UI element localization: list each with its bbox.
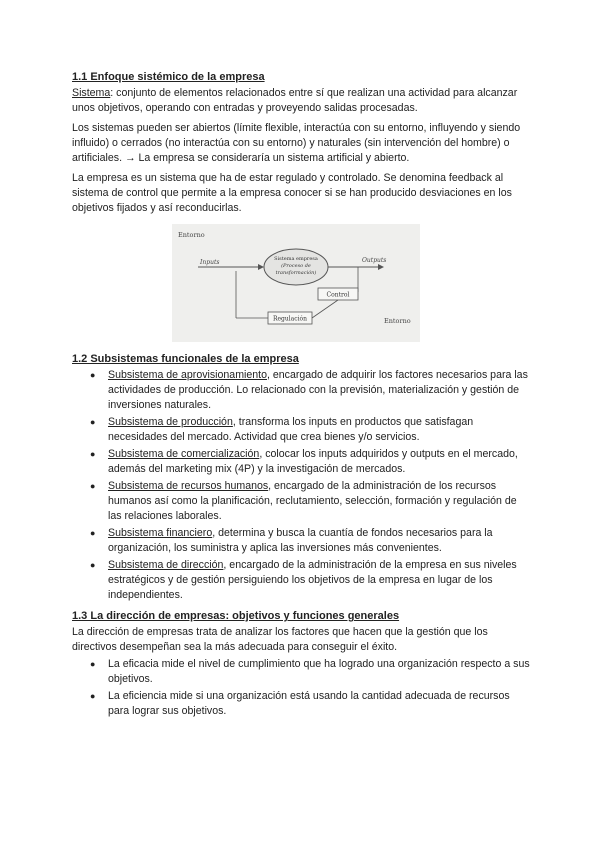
subsystems-list [72, 368, 532, 603]
document-page [72, 70, 532, 725]
subsystem-term: Subsistema de dirección [108, 559, 224, 571]
list-item [108, 415, 532, 445]
system-term: Sistema [72, 87, 111, 99]
subsystem-text: , encargado de la administración de la empresa en sus niveles estratégicos y de gestión persiguiendo los objetivos de la empresa en lugar de los independientes. [108, 559, 517, 601]
subsystem-term: Subsistema financiero [108, 527, 213, 539]
subsystem-term: Subsistema de comercialización [108, 448, 260, 460]
diagram-regulation-label: Regulación [272, 315, 308, 323]
diagram-center-line1: Sistema empresa [274, 256, 318, 262]
section-2-title: 1.2 Subsistemas funcionales de la empresa [72, 353, 299, 365]
diagram-control-label: Control [326, 291, 350, 299]
subsystem-text: , encargado de adquirir los factores necesarios para las actividades de producción. Lo relacionado con la previsión, materialización y gestión de inversiones naturales. [108, 369, 528, 411]
list-item [108, 558, 532, 603]
system-diagram-svg [172, 224, 420, 342]
list-item [108, 526, 532, 556]
list-item: ● La eficacia mide el nivel de cumplimiento que ha logrado una organización respecto a sus objetivos. [108, 657, 532, 687]
diagram-entorno-bottom: Entorno [384, 317, 411, 325]
system-definition [72, 86, 532, 116]
subsystem-term: Subsistema de aprovisionamiento [108, 369, 267, 381]
diagram-inputs-label: Inputs [200, 259, 220, 266]
subsystem-text: , colocar los inputs adquiridos y outputs en el mercado, además del marketing mix (4P) y la investigación de mercados. [108, 448, 518, 475]
list-item [108, 479, 532, 524]
subsystem-term: Subsistema de recursos humanos [108, 480, 269, 492]
diagram-entorno-top: Entorno [178, 231, 205, 239]
system-definition-text: : conjunto de elementos relacionados entre sí que realizan una actividad para alcanzar unos objetivos, operando con entradas y proveyendo salidas procesadas. [72, 87, 518, 114]
diagram-center-line3: transformación) [275, 270, 317, 276]
list-item [108, 447, 532, 477]
diagram-outputs-label: Outputs [362, 257, 387, 264]
subsystem-text: , transforma los inputs en productos que satisfagan necesidades del mercado. Actividad que crea bienes y/o servicios. [108, 416, 474, 443]
list-item: ● La eficiencia mide si una organización está usando la cantidad adecuada de recursos para lograr sus objetivos. [108, 689, 532, 719]
management-intro: La dirección de empresas trata de analizar los factores que hacen que la gestión que los directivos desempeñan sea la más adecuada para conseguir el éxito. [72, 626, 488, 653]
section-1-title: 1.1 Enfoque sistémico de la empresa [72, 71, 265, 83]
systems-types-paragraph: Los sistemas pueden ser abiertos (límite flexible, interactúa con su entorno, influyendo y siendo influido) o cerrados (no interactúa con su entorno) y naturales (sin intervención del hombre) o artificiales. → La empresa se consideraría un sistema artificial y abierto. [72, 122, 521, 164]
subsystem-text: , encargado de la administración de los recursos humanos así como la planificación, reclutamiento, selección, formación y regulación de las relaciones laborales. [108, 480, 517, 522]
diagram-center-line2: (Proceso de [281, 263, 311, 269]
subsystem-text: , determina y busca la cuantía de fondos necesarios para la organización, los suministra y aplica las inversiones más convenientes. [108, 527, 493, 554]
section-3-title: 1.3 La dirección de empresas: objetivos y funciones generales [72, 610, 400, 622]
feedback-paragraph: La empresa es un sistema que ha de estar regulado y controlado. Se denomina feedback al sistema de control que permite a la empresa conocer si se han producido desviaciones en los objetivos fijados y así reconducirlas. [72, 172, 512, 214]
system-diagram [172, 224, 420, 342]
list-item [108, 368, 532, 413]
management-list [72, 657, 532, 719]
subsystem-term: Subsistema de producción [108, 416, 233, 428]
